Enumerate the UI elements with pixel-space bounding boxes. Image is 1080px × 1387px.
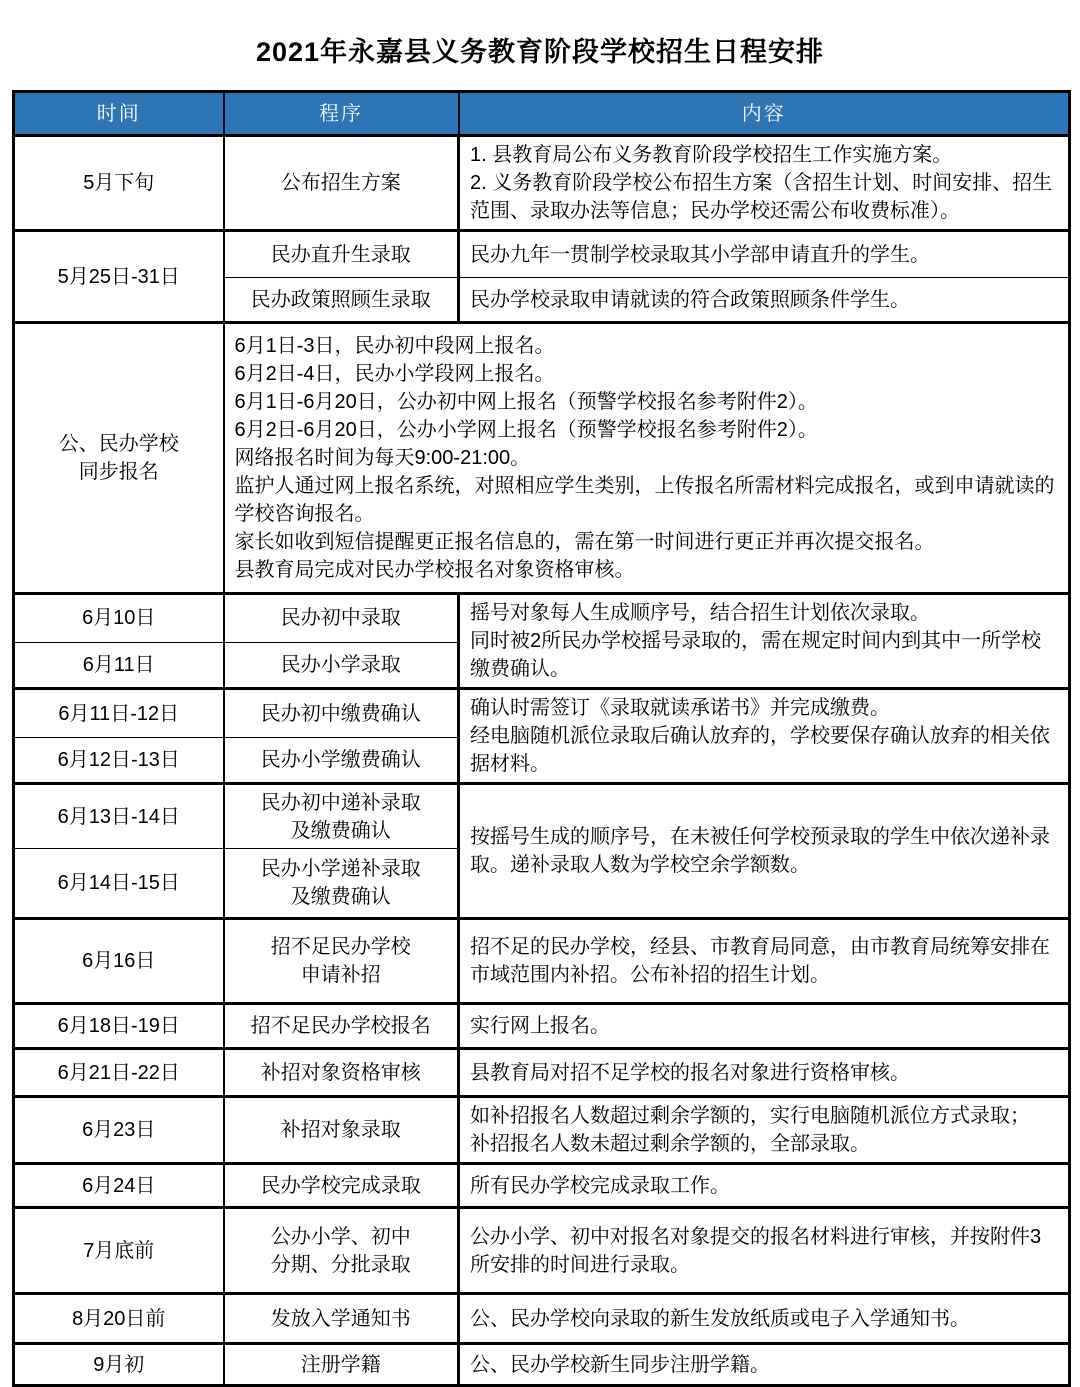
- content-cell: 民办学校录取申请就读的符合政策照顾条件学生。: [459, 278, 1070, 323]
- time-cell: 6月21日-22日: [14, 1049, 224, 1097]
- time-cell: 6月13日-14日: [14, 784, 224, 849]
- procedure-cell: 民办小学递补录取 及缴费确认: [224, 849, 459, 919]
- table-row: [14, 919, 1070, 1004]
- table-row: [14, 1208, 1070, 1294]
- procedure-cell: 民办小学缴费确认: [224, 738, 459, 784]
- time-cell: 7月底前: [14, 1208, 224, 1294]
- time-cell: 6月23日: [14, 1097, 224, 1164]
- time-cell: 6月16日: [14, 919, 224, 1004]
- procedure-cell: 招不足民办学校报名: [224, 1004, 459, 1049]
- procedure-cell: 注册学籍: [224, 1344, 459, 1386]
- header-cell-time: 时间: [14, 92, 224, 136]
- content-cell: 6月1日-3日，民办初中段网上报名。 6月2日-4日，民办小学段网上报名。 6月1日-6月20日，公办初中网上报名（预警学校报名参考附件2）。 6月2日-6月20日，公办小学网上报名（预警学校报名参考附件2）。 网络报名时间为每天9:00-21:00。 监护人通过网上报名系统，对照相应学生类别，上传报名所需材料完成报名，或到申请就读的学校咨询报名。 家长如收到短信提醒更正报名信息的，需在第一时间进行更正并再次提交报名。 县教育局完成对民办学校报名对象资格审核。: [224, 323, 1070, 594]
- content-cell: 招不足的民办学校，经县、市教育局同意，由市教育局统筹安排在市域范围内补招。公布补招的招生计划。: [459, 919, 1070, 1004]
- table-row: [14, 136, 1070, 231]
- table-row: [14, 1344, 1070, 1386]
- content-cell: 1. 县教育局公布义务教育阶段学校招生工作实施方案。 2. 义务教育阶段学校公布招生方案（含招生计划、时间安排、招生范围、录取办法等信息；民办学校还需公布收费标准）。: [459, 136, 1070, 231]
- procedure-cell: 招不足民办学校 申请补招: [224, 919, 459, 1004]
- time-cell: 6月11日: [14, 642, 224, 688]
- page-title: 2021年永嘉县义务教育阶段学校招生日程安排: [255, 37, 825, 67]
- procedure-cell: 民办政策照顾生录取: [224, 278, 459, 323]
- procedure-cell: 民办直升生录取: [224, 231, 459, 278]
- content-cell: 确认时需签订《录取就读承诺书》并完成缴费。 经电脑随机派位录取后确认放弃的，学校要保存确认放弃的相关依据材料。: [459, 689, 1070, 784]
- table-row: [14, 1164, 1070, 1208]
- procedure-cell: 补招对象录取: [224, 1097, 459, 1164]
- content-cell: 公、民办学校向录取的新生发放纸质或电子入学通知书。: [459, 1294, 1070, 1344]
- table-header-row: [14, 92, 1070, 136]
- table-row: [14, 1097, 1070, 1164]
- content-cell: 民办九年一贯制学校录取其小学部申请直升的学生。: [459, 231, 1070, 278]
- procedure-cell: 民办小学录取: [224, 642, 459, 688]
- table-row: [14, 323, 1070, 594]
- content-cell: 公、民办学校新生同步注册学籍。: [459, 1344, 1070, 1386]
- time-cell: 6月12日-13日: [14, 738, 224, 784]
- table-row: [14, 689, 1070, 738]
- content-cell: 所有民办学校完成录取工作。: [459, 1164, 1070, 1208]
- header-cell-content: 内容: [459, 92, 1070, 136]
- content-cell: 如补招报名人数超过剩余学额的，实行电脑随机派位方式录取； 补招报名人数未超过剩余学额的，全部录取。: [459, 1097, 1070, 1164]
- table-row: [14, 1049, 1070, 1097]
- procedure-cell: 民办初中递补录取 及缴费确认: [224, 784, 459, 849]
- content-cell: 按摇号生成的顺序号，在未被任何学校预录取的学生中依次递补录取。递补录取人数为学校空余学额数。: [459, 784, 1070, 919]
- table-row: [14, 594, 1070, 643]
- table-row: [14, 231, 1070, 278]
- procedure-cell: 公布招生方案: [224, 136, 459, 231]
- time-cell: 6月14日-15日: [14, 849, 224, 919]
- table-row: [14, 784, 1070, 849]
- procedure-cell: 民办初中录取: [224, 594, 459, 643]
- time-cell: 6月24日: [14, 1164, 224, 1208]
- time-cell: 6月11日-12日: [14, 689, 224, 738]
- procedure-cell: 公办小学、初中 分期、分批录取: [224, 1208, 459, 1294]
- time-cell: 8月20日前: [14, 1294, 224, 1344]
- procedure-cell: 补招对象资格审核: [224, 1049, 459, 1097]
- procedure-cell: 民办初中缴费确认: [224, 689, 459, 738]
- header-cell-procedure: 程序: [224, 92, 459, 136]
- time-cell: 6月10日: [14, 594, 224, 643]
- content-cell: 县教育局对招不足学校的报名对象进行资格审核。: [459, 1049, 1070, 1097]
- time-cell: 5月下旬: [14, 136, 224, 231]
- time-cell: 公、民办学校 同步报名: [14, 323, 224, 594]
- procedure-cell: 发放入学通知书: [224, 1294, 459, 1344]
- content-cell: 实行网上报名。: [459, 1004, 1070, 1049]
- content-cell: 公办小学、初中对报名对象提交的报名材料进行审核，并按附件3所安排的时间进行录取。: [459, 1208, 1070, 1294]
- time-cell: 6月18日-19日: [14, 1004, 224, 1049]
- table-row: [14, 1294, 1070, 1344]
- content-cell: 摇号对象每人生成顺序号，结合招生计划依次录取。 同时被2所民办学校摇号录取的，需在规定时间内到其中一所学校缴费确认。: [459, 594, 1070, 689]
- table-row: [14, 1004, 1070, 1049]
- time-cell: 9月初: [14, 1344, 224, 1386]
- procedure-cell: 民办学校完成录取: [224, 1164, 459, 1208]
- time-cell: 5月25日-31日: [14, 231, 224, 323]
- schedule-table: [12, 90, 1071, 1387]
